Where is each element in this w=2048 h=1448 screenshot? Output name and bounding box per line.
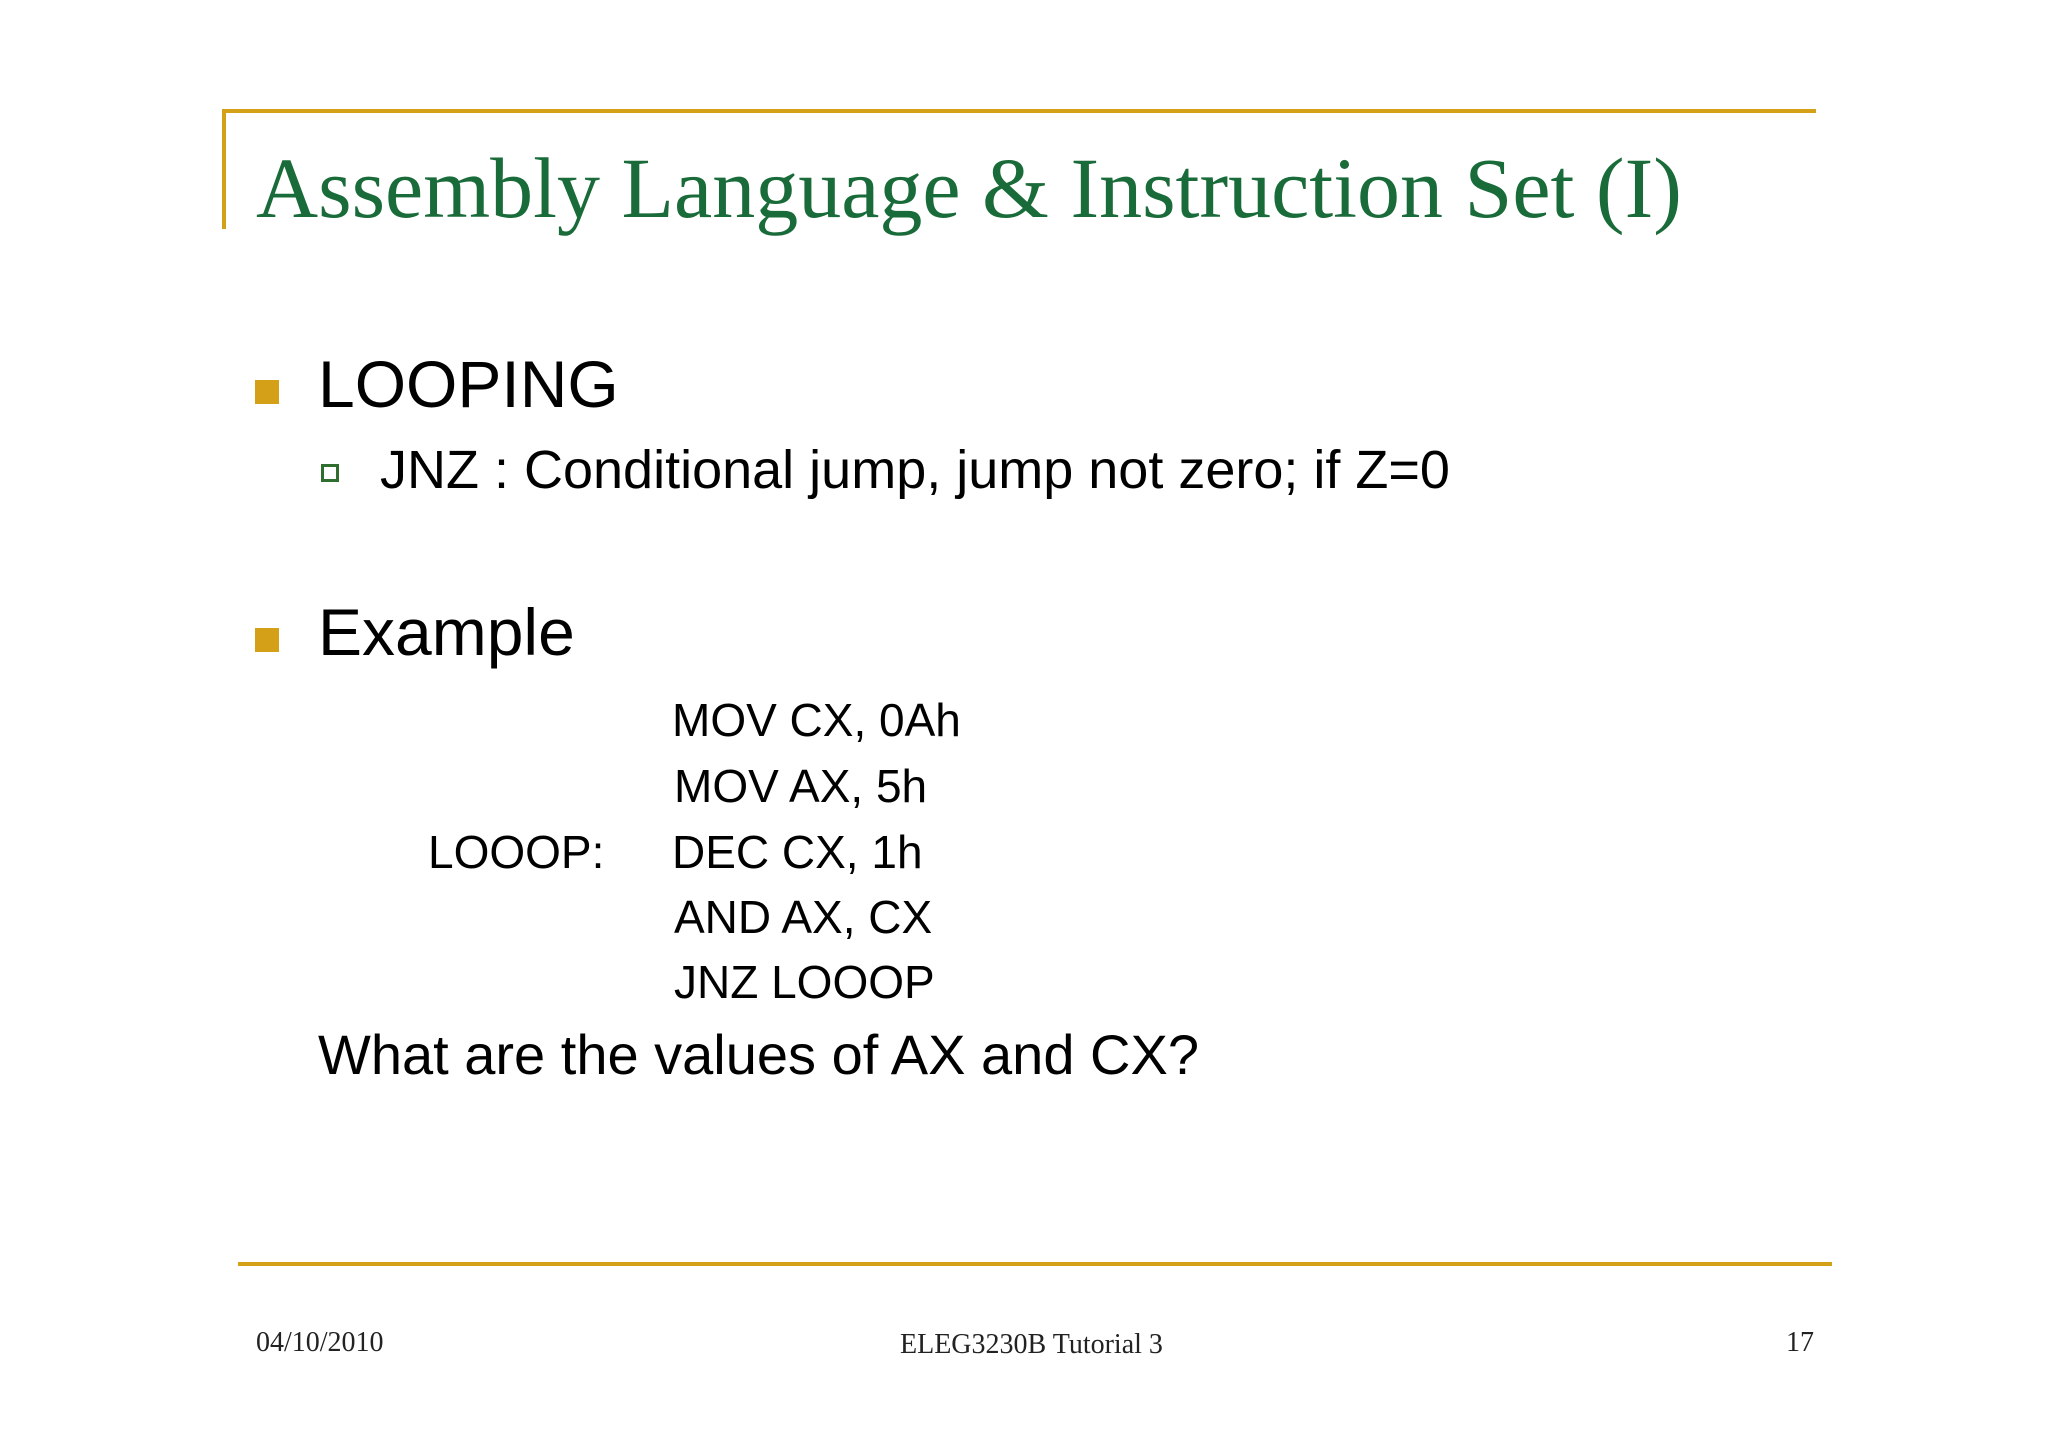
question-text: What are the values of AX and CX? — [318, 1023, 1199, 1086]
bullet-example: Example — [318, 595, 575, 669]
sub-bullet-icon — [321, 464, 339, 482]
sub-bullet-jnz: JNZ : Conditional jump, jump not zero; if Z=0 — [380, 440, 1450, 500]
footer-page-number: 17 — [1786, 1327, 1814, 1358]
bullet-square-icon — [255, 628, 279, 652]
top-rule — [222, 109, 1816, 113]
bullet-looping: LOOPING — [318, 347, 619, 421]
slide-title: Assembly Language & Instruction Set (I) — [256, 140, 1682, 236]
code-line: MOV CX, 0Ah — [672, 694, 961, 746]
left-rule — [222, 109, 226, 229]
code-line: AND AX, CX — [674, 891, 933, 943]
bullet-square-icon — [255, 380, 279, 404]
code-line: MOV AX, 5h — [674, 760, 928, 812]
footer-date: 04/10/2010 — [256, 1327, 384, 1358]
bottom-rule — [238, 1262, 1832, 1266]
code-line: DEC CX, 1h — [672, 826, 923, 878]
code-line: JNZ LOOOP — [674, 956, 935, 1008]
code-label: LOOOP: — [428, 826, 605, 878]
footer-center: ELEG3230B Tutorial 3 — [900, 1329, 1163, 1360]
